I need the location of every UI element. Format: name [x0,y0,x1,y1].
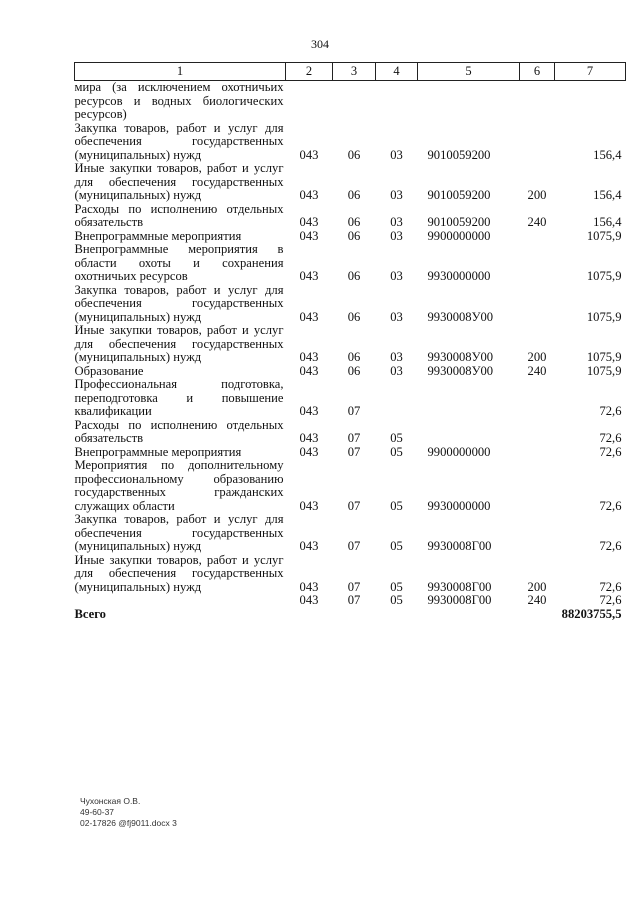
row-col7: 1075,9 [586,269,622,283]
row-col5: 9930008Г00 [427,593,492,607]
total-row [75,608,626,622]
total-value: 88203755,5 [561,606,622,621]
row-col2: 043 [299,215,319,229]
row-col7: 72,6 [599,444,622,459]
row-col5: 9930008У00 [427,309,494,324]
row-col7: 1075,9 [586,350,622,364]
row-col3: 07 [347,431,361,445]
row-col5: 9010059200 [427,215,491,229]
footer-phone: 49-60-37 [80,807,115,817]
footer-doc: 02-17826 @fj9011.docx 3 [80,818,177,828]
row-col3: 06 [347,215,361,229]
row-name: Иные закупки товаров, работ и услуг для обеспечения государственных (муниципальных) нужд [74,323,284,364]
row-name: Расходы по исполнению отдельных обязательств [74,417,284,445]
row-name: Закупка товаров, работ и услуг для обеспечения государственных (муниципальных) нужд [74,120,284,162]
row-col6 [520,122,555,163]
row-col2 [286,81,333,122]
row-col7 [555,81,626,122]
row-col2: 043 [299,147,319,162]
col-header-7: 7 [555,63,626,81]
document-footer [80,796,177,829]
row-col3: 07 [347,404,361,418]
row-col4: 05 [390,593,403,607]
row-col2: 043 [299,309,319,324]
row-col5: 9930008У00 [427,363,494,378]
table-row [75,162,626,203]
row-col4: 05 [390,579,403,594]
row-col3: 06 [347,350,361,364]
row-name: Профессиональная подготовка, переподготовка и повышение квалификации [74,377,284,418]
row-col6: 200 [527,579,547,594]
col-header-3: 3 [333,63,376,81]
total-label: Всего [74,606,106,621]
row-col7: 72,6 [599,579,622,594]
col-header-2: 2 [286,63,333,81]
row-col4: 03 [390,147,403,162]
row-col5 [418,378,520,419]
table-row [75,324,626,365]
row-col4: 03 [390,350,403,364]
row-col5: 9900000000 [427,444,491,459]
row-name: Внепрограммные мероприятия в области охоты и сохранения охотничьих ресурсов [74,242,284,283]
row-col7: 156,4 [593,147,622,162]
row-col2: 043 [299,404,319,418]
table-row [75,378,626,419]
row-col3: 06 [347,147,361,162]
row-col5: 9930000000 [427,498,491,513]
row-col7: 72,6 [599,498,622,513]
row-col7: 1075,9 [586,363,622,378]
row-col2: 043 [299,593,319,607]
row-col5: 9010059200 [427,188,491,202]
row-name: Мероприятия по дополнительному профессиональному образованию государственных гражданских служащих области [74,458,284,513]
row-col5: 9900000000 [427,228,491,243]
row-col2: 043 [299,444,319,459]
row-col6 [520,284,555,325]
table-row [75,230,626,244]
row-name: Расходы по исполнению отдельных обязательств [74,201,284,229]
col-header-1: 1 [75,63,286,81]
row-col5: 9010059200 [427,147,491,162]
budget-table [74,62,626,621]
table-row [75,365,626,379]
row-col5 [418,81,520,122]
row-col2: 043 [299,228,319,243]
row-col6 [520,230,555,244]
row-col3: 06 [347,363,361,378]
col-header-6: 6 [520,63,555,81]
row-col2: 043 [299,431,319,445]
row-col2: 043 [299,579,319,594]
row-col4: 03 [390,188,403,202]
row-name: Иные закупки товаров, работ и услуг для обеспечения государственных (муниципальных) нужд [74,552,284,594]
row-col3: 06 [347,309,361,324]
row-col6 [520,378,555,419]
row-name: Внепрограммные мероприятия [74,228,242,243]
row-col6: 200 [527,350,547,364]
footer-author: Чухонская О.В. [80,796,141,806]
row-col7: 1075,9 [586,309,622,324]
row-name: Образование [74,363,144,378]
row-name: Закупка товаров, работ и услуг для обеспечения государственных (муниципальных) нужд [74,282,284,324]
row-col4: 05 [390,431,403,445]
row-col3: 06 [347,269,361,283]
row-col6 [520,81,555,122]
row-col4: 03 [390,215,403,229]
row-col6: 240 [527,593,547,607]
row-col6: 240 [527,215,547,229]
row-col6 [520,513,555,554]
row-col6 [520,419,555,446]
row-col3: 07 [347,498,361,513]
row-col4 [376,81,418,122]
row-col4: 03 [390,363,403,378]
row-col2: 043 [299,539,319,553]
table-row [75,513,626,554]
row-col2: 043 [299,269,319,283]
row-col7: 156,4 [593,188,622,202]
row-col4: 03 [390,228,403,243]
table-row [75,203,626,230]
row-col5 [418,419,520,446]
row-name: мира (за исключением охотничьих ресурсов и водных биологических ресурсов) [74,80,284,121]
row-col5: 9930008У00 [427,350,494,364]
row-col3: 07 [347,444,361,459]
row-col3: 07 [347,539,361,553]
row-col4 [376,378,418,419]
row-col2: 043 [299,363,319,378]
page-number: 304 [311,37,329,51]
row-name: Иные закупки товаров, работ и услуг для обеспечения государственных (муниципальных) нужд [74,161,284,202]
row-col5: 9930008Г00 [427,579,492,594]
table-row [75,594,626,608]
row-col3: 06 [347,188,361,202]
row-col3: 07 [347,579,361,594]
row-col6 [520,243,555,284]
row-col6 [520,459,555,513]
row-col3 [333,81,376,122]
row-col6 [520,446,555,460]
row-col2: 043 [299,350,319,364]
table-row [75,284,626,325]
row-col6: 200 [527,188,547,202]
row-col5: 9930008Г00 [427,539,492,553]
table-row [75,122,626,163]
row-col2: 043 [299,498,319,513]
header-row [75,63,626,81]
row-col6: 240 [527,363,547,378]
row-col7: 72,6 [599,431,622,445]
row-name: Закупка товаров, работ и услуг для обеспечения государственных (муниципальных) нужд [74,512,284,553]
row-col7: 156,4 [593,215,622,229]
table-row [75,243,626,284]
col-header-4: 4 [376,63,418,81]
row-name: Внепрограммные мероприятия [74,444,242,459]
row-col4: 05 [390,498,403,513]
table-row [75,81,626,122]
row-col3: 06 [347,228,361,243]
row-col2: 043 [299,188,319,202]
table-row [75,459,626,513]
table-row [75,554,626,595]
col-header-5: 5 [418,63,520,81]
row-col3: 07 [347,593,361,607]
row-col4: 05 [390,539,403,553]
table-row [75,419,626,446]
row-col4: 03 [390,309,403,324]
row-col7: 72,6 [599,404,622,418]
table-row [75,446,626,460]
row-col7: 72,6 [599,539,622,553]
row-col4: 03 [390,269,403,283]
row-col4: 05 [390,444,403,459]
row-col7: 1075,9 [586,228,622,243]
row-col7: 72,6 [599,593,622,607]
row-col5: 9930000000 [427,269,491,283]
